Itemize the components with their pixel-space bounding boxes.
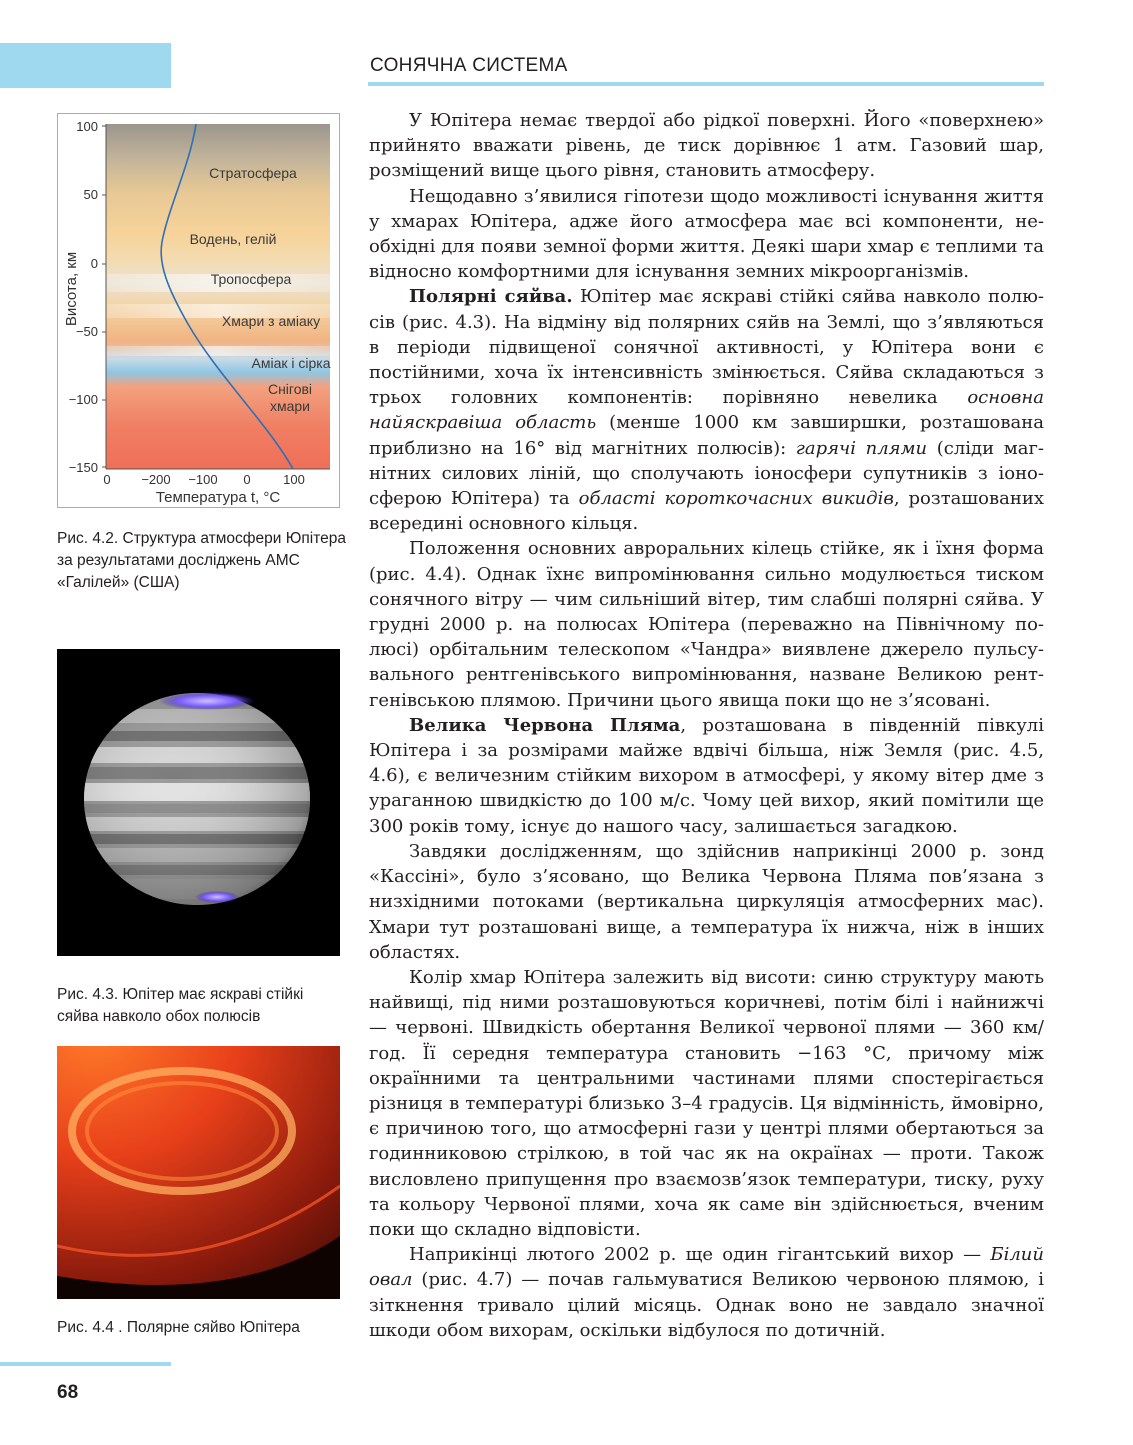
x-tick-label: 100 [283,472,305,487]
layer-label-hydrogen-helium: Водень, гелій [189,231,277,247]
layer-label-troposphere: Тропосфера [210,271,292,287]
header-rule [368,82,1044,86]
running-head: СОНЯЧНА СИСТЕМА [370,55,568,76]
paragraph: Положення основних авроральних кілець стійке, як і їхня форма (рис. 4.4). Однак їхнє випромінювання сильно модулюється тиском сонячного вітру — чим сильніший вітер, тим слабші полярні сяйва. У грудні 2000 р. на полюсах Юпітера (переважно на Північному полюсі) орбітальним телескопом «Чандра» виявлене джерело пульсувального рентгенівського випромінювання, назване Великою рентгенівською плямою. Причини цього явища поки що не з’ясовані. [369,538,1044,711]
y-tick-label: −100 [68,392,98,407]
figure-4-2-caption: Рис. 4.2. Структура атмосфери Юпітера за результатами досліджень АМС «Галілей» (США) [57,530,347,591]
layer-label-snow-clouds: Снігові [267,381,313,397]
x-axis-label: Температура t, °C [155,489,281,506]
y-tick-label: 50 [83,187,98,202]
header-tab-block [0,43,171,88]
x-tick-label: 0 [103,472,111,487]
paragraph: Наприкінці лютого 2002 р. ще один гігантський вихор — Білий овал (рис. 4.7) — почав гальмуватися Великою червоною плямою, і зіткнення тривало цілий місяць. Однак воно не завдало значної шкоди обом вихорам, оскільки відбулося по дотичній. [369,1244,1044,1341]
x-tick-label: 0 [243,472,251,487]
south-aurora [195,891,239,903]
layer-label-ammonia-sulfur: Аміак і сірка [251,355,331,371]
layer-label-stratosphere: Стратосфера [209,165,297,181]
paragraph: У Юпітера немає твердої або рідкої поверхні. Його «поверхнею» прийнято вважати рівень, де тиск дорівнює 1 атм. Газовий шар, розміщений вище цього рівня, становить атмосферу. [369,110,1044,182]
layer-label-ammonia-clouds: Хмари з аміаку [221,313,321,329]
paragraph: Завдяки дослідженням, що здійснив наприкінці 2000 р. зонд «Кассіні», було з’ясовано, що Велика Червона Пляма пов’язана з низхідними потоками (вертикальна циркуляція атмосферних мас). Хмари тут розташовані вище, а температура їх нижча, ніж в інших областях. [369,840,1044,963]
y-tick-label: 0 [90,256,98,271]
y-axis-label: Висота, км [63,251,80,327]
figure-4-4-polar-aurora-photo [57,1046,340,1299]
x-tick-label: −100 [188,472,218,487]
paragraph: Нещодавно з’явилися гіпотези щодо можливості існування життя у хмарах Юпітера, адже його атмосфера має всі компоненти, необхідні для появи земної форми життя. Деякі шари хмар є теплими та відносно комфортними для існування земних мікроорганізмів. [369,185,1044,283]
x-axis-ticks [103,472,304,487]
layer-label-snow-clouds: хмари [269,398,311,414]
paragraph: Полярні сяйва. Юпітер має яскраві стійкі сяйва навколо полюсів (рис. 4.3). На відміну від полярних сяйв на Землі, що з’являються в періоди підвищеної сонячної активності, у Юпітера вони є постійними, хоча їх інтенсивність змінюється. Сяйва складаються з трьох головних компонентів: порівняно невелика основна найяскравіша область (менше 1000 км завширшки, розташована приблизно на 16° від магнітних полюсів): гарячі плями (сліди магнітних силових ліній, що сполучають іоносфери супутників з іоносферою Юпітера) та області короткочасних викидів, розташованих всередині основного кільця. [369,286,1045,535]
term-great-red-spot: Велика Червона Пляма [409,714,681,736]
y-tick-label: 100 [76,119,98,134]
y-tick-label: −50 [75,324,98,339]
figure-4-4-caption: Рис. 4.4 . Полярне сяйво Юпітера [57,1319,300,1336]
heading-polar-auroras: Полярні сяйва. [409,286,573,308]
north-aurora [159,692,255,710]
paragraph: Велика Червона Пляма, розташована в південній півкулі Юпітера і за розмірами майже вдвічі більша, ніж Земля (рис. 4.5, 4.6), є величезним стійким вихором в атмосфері, у якому вітер дме з ураганною швидкістю до 100 м/с. Чому цей вихор, який помітили ще 300 років тому, існує до нашого часу, залишається загадкою. [369,714,1044,837]
figure-4-3-jupiter-aurora-photo [57,649,340,956]
paragraph: Колір хмар Юпітера залежить від висоти: синю структуру мають найвищі, під ними розташовуються коричневі, потім білі і найнижчі — червоні. Швидкість обертання Великої червоної плями — 360 км/год. Її середня температура становить −163 °С, причому між окраїнними та центральними частинами плями спостерігається різниця в температурі близько 3–4 градусів. Ця відмінність, ймовірно, є причиною того, що атмосферні гази у центрі плями обертаються за годинниковою стрілкою, в той час як на окраїнах — проти. Також висловлено припущення про взаємозв’язок температури, тиску, руху та кольору Червоної плями, хоча як саме він здійснюється, вченим поки що складно відповісти. [369,966,1044,1240]
figure-4-2-atmosphere-diagram [57,113,340,508]
footer-rule [0,1362,171,1366]
x-tick-label: −200 [141,472,171,487]
page-number: 68 [57,1382,79,1403]
y-tick-label: −150 [68,460,98,475]
figure-4-3-caption: Рис. 4.3. Юпітер має яскраві стійкі сяйва навколо обох полюсів [57,986,304,1025]
main-text-column [369,108,1044,1343]
